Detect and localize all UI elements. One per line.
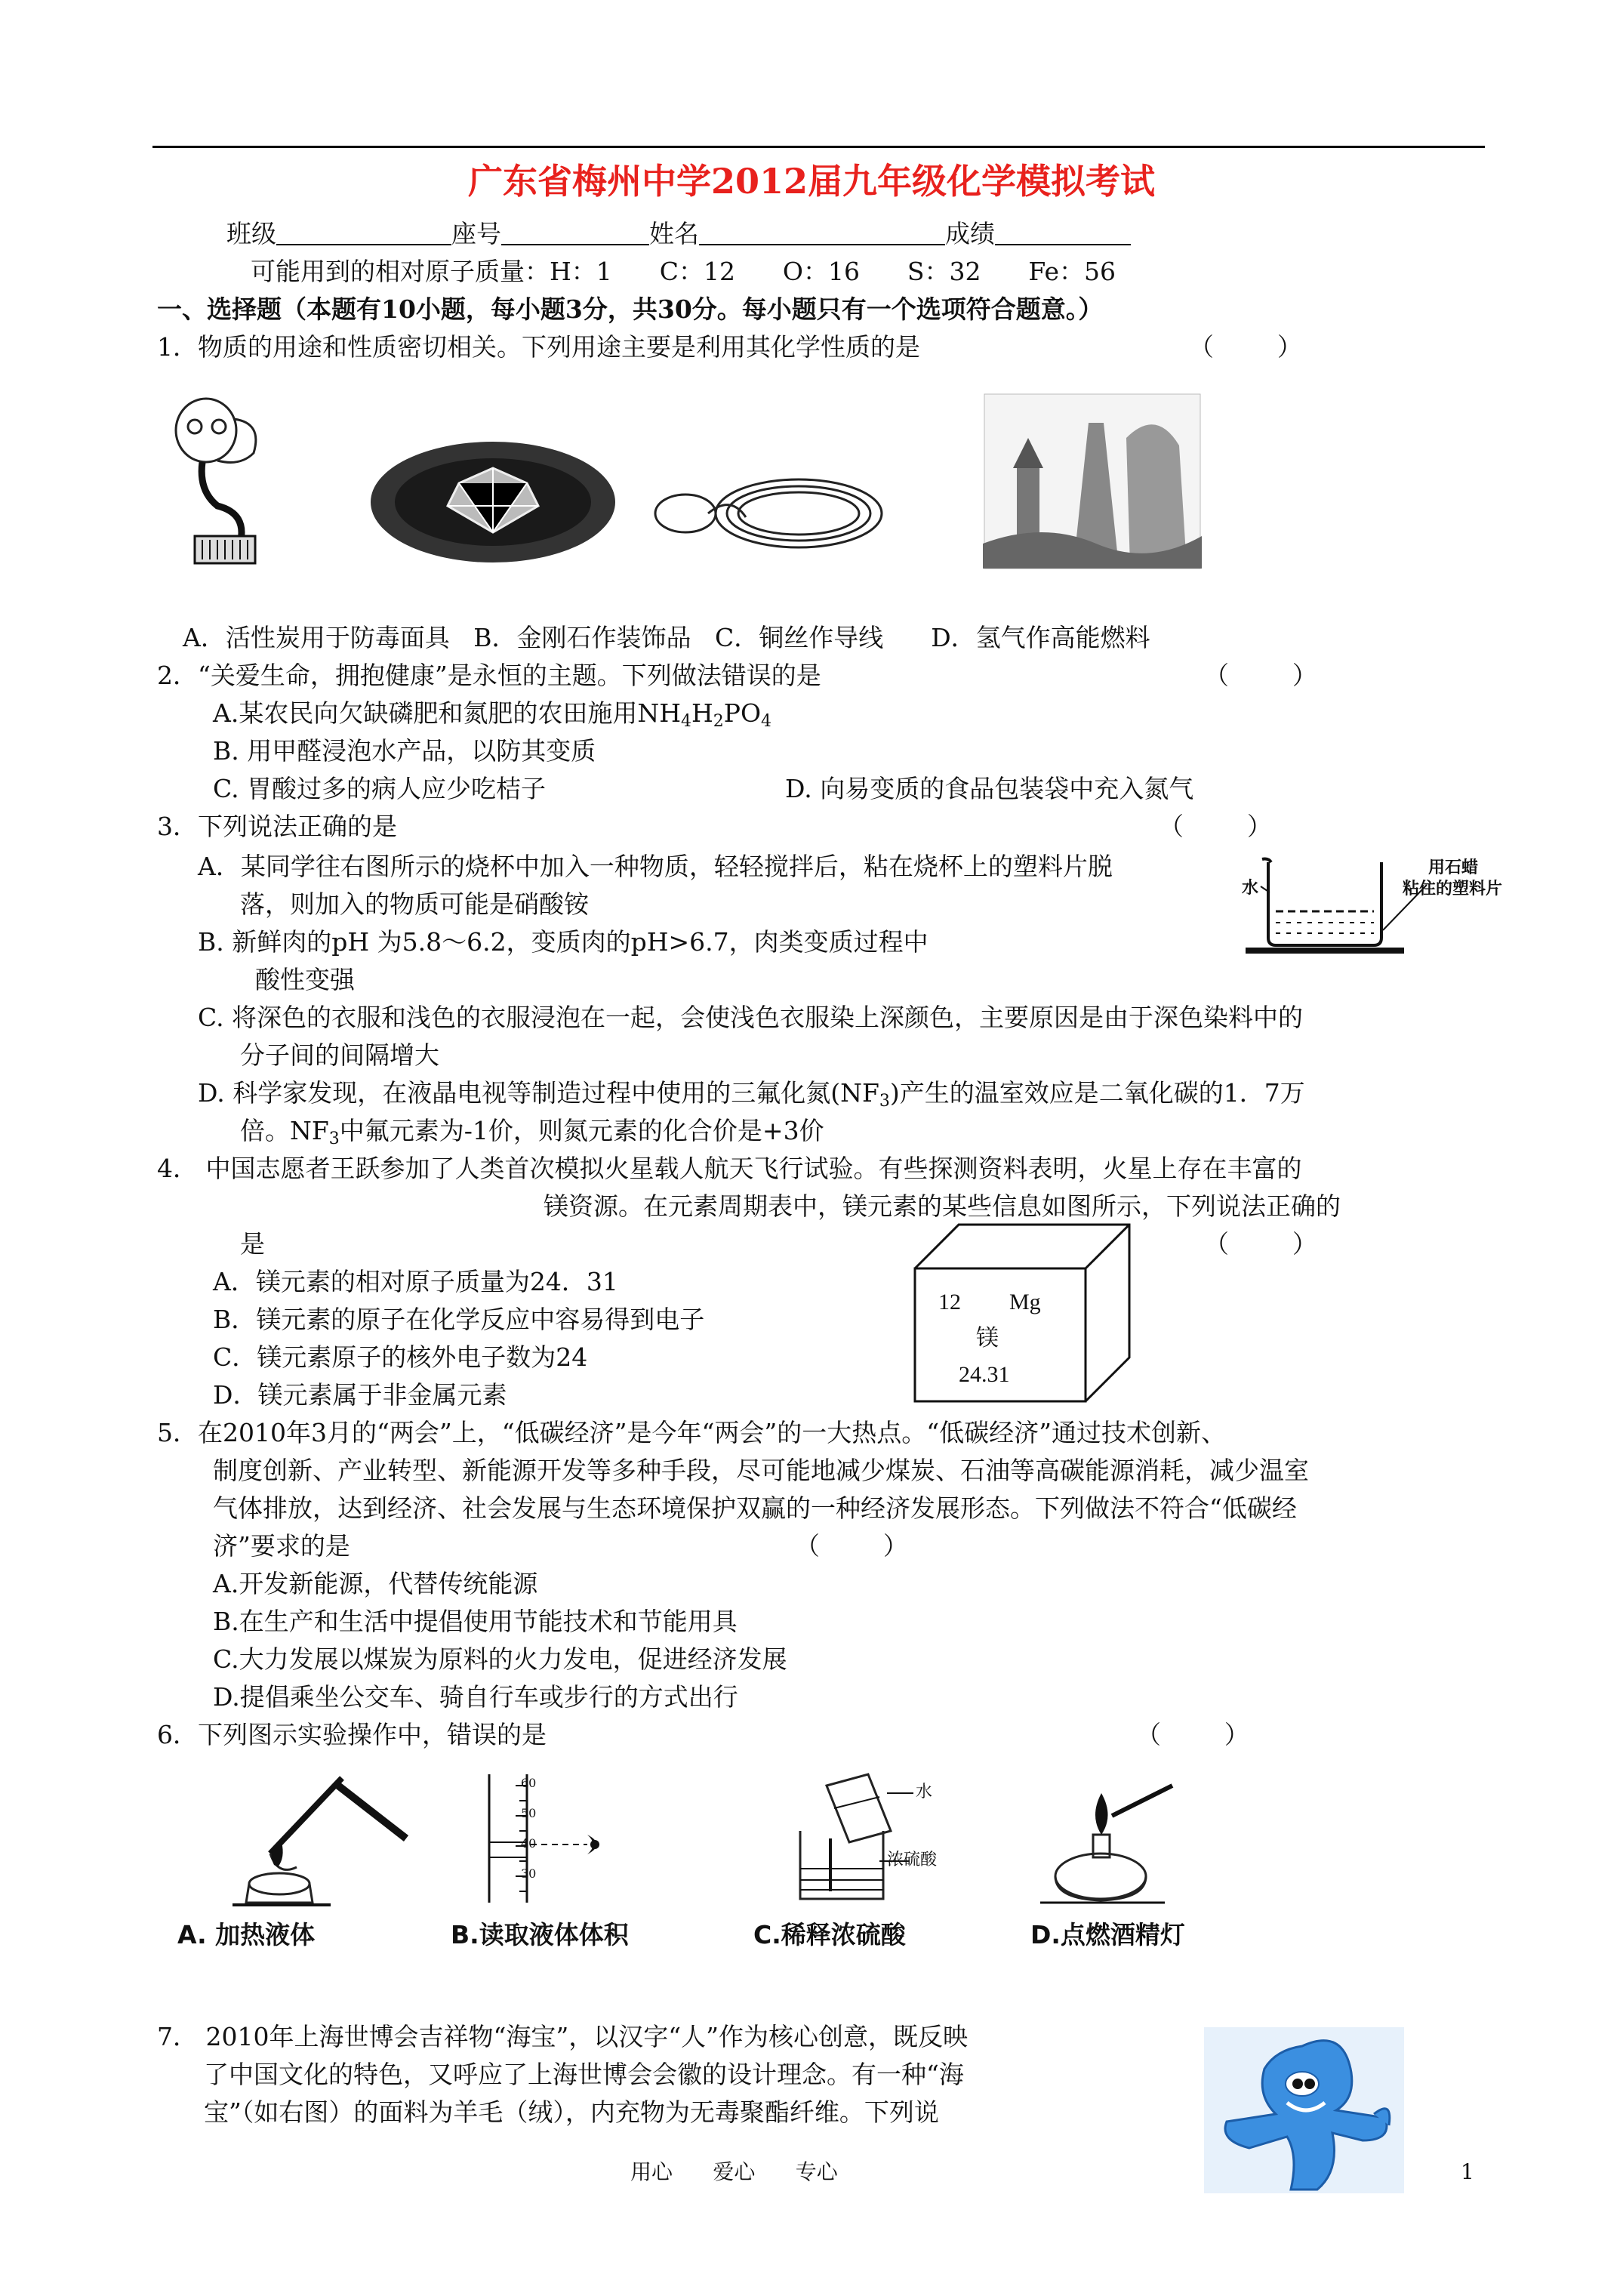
q4-option-d: D．镁元素属于非金属元素: [213, 1380, 507, 1410]
name-blank[interactable]: [699, 218, 945, 245]
q5-option-c: C.大力发展以煤炭为原料的火力发电，促进经济发展: [213, 1644, 787, 1674]
c-label-water: 水: [916, 1783, 933, 1801]
q6-caption-c: C.稀释浓硫酸: [753, 1920, 906, 1949]
score-blank[interactable]: [995, 218, 1131, 245]
page-number: 1: [1461, 2159, 1474, 2184]
q6-caption-d: D.点燃酒精灯: [1030, 1920, 1185, 1949]
scale-label-60: 60: [521, 1776, 537, 1790]
q4-stem-line2: 镁资源。在元素周期表中，镁元素的某些信息如图所示，下列说法正确的: [544, 1191, 1341, 1221]
q6-stem: 6．下列图示实验操作中，错误的是: [157, 1720, 547, 1749]
q4-stem-line1: 4． 中国志愿者王跃参加了人类首次模拟火星载人航天飞行试验。有些探测资料表明，火星上存在丰富的: [157, 1154, 1302, 1183]
q3-option-a-line1: A．某同学往右图所示的烧杯中加入一种物质，轻轻搅拌后，粘在烧杯上的塑料片脱: [198, 852, 1113, 881]
c-label-acid: 浓硫酸: [887, 1851, 938, 1869]
q5-answer-paren[interactable]: （ ）: [795, 1531, 908, 1561]
q1-stem: 1．物质的用途和性质密切相关。下列用途主要是利用其化学性质的是: [157, 332, 920, 362]
score-label: 成绩: [945, 219, 995, 248]
beaker-label-line2: 粘住的塑料片: [1403, 879, 1503, 898]
gas-mask-image: [165, 393, 270, 566]
q6-answer-paren[interactable]: （ ）: [1136, 1720, 1249, 1749]
seat-label: 座号: [451, 219, 501, 248]
q4-answer-paren[interactable]: （ ）: [1204, 1229, 1317, 1259]
name-label: 姓名: [649, 219, 699, 248]
q3-option-b-line2: 酸性变强: [255, 965, 355, 994]
q4-option-a: A．镁元素的相对原子质量为24．31: [213, 1267, 618, 1296]
q5-option-a: A.开发新能源，代替传统能源: [213, 1569, 538, 1598]
q2-option-d: D. 向易变质的食品包装袋中充入氮气: [785, 774, 1194, 803]
q5-stem-line3: 气体排放，达到经济、社会发展与生态环境保护双赢的一种经济发展形态。下列做法不符合“低碳经: [213, 1493, 1297, 1523]
q5-stem-line4: 济”要求的是: [213, 1531, 350, 1561]
haibao-mascot-image: [1204, 2027, 1404, 2193]
copper-wire-image: [640, 472, 889, 555]
scale-label-30: 30: [521, 1866, 537, 1881]
q5-stem-line2: 制度创新、产业转型、新能源开发等多种手段，尽可能地减少煤炭、石油等高碳能源消耗，减少温室: [213, 1456, 1309, 1485]
q3-option-d-line1: D. 科学家发现，在液晶电视等制造过程中使用的三氟化氮$(NF_3)$产生的温室效应是二氧化碳的1．7万: [198, 1078, 1305, 1111]
read-volume-figure: [474, 1771, 670, 1906]
q4-option-b: B．镁元素的原子在化学反应中容易得到电子: [213, 1305, 705, 1334]
q3-option-c-line1: C. 将深色的衣服和浅色的衣服浸泡在一起，会使浅色衣服染上深颜色，主要原因是由于深色染料中的: [198, 1003, 1304, 1032]
exam-title: 广东省梅州中学2012届九年级化学模拟考试: [467, 161, 1156, 202]
tile-element-name: 镁: [976, 1325, 999, 1351]
student-info-line: [226, 215, 1131, 253]
hydrogen-fuel-image: [983, 393, 1202, 570]
dilute-acid-figure: [755, 1771, 981, 1906]
tile-symbol: Mg: [1009, 1290, 1041, 1314]
q2-option-c: C. 胃酸过多的病人应少吃桔子: [213, 774, 547, 803]
q7-stem-line1: 7． 2010年上海世博会吉祥物“海宝”，以汉字“人”作为核心创意，既反映: [157, 2022, 968, 2051]
q2-option-b: B. 用甲醛浸泡水产品，以防其变质: [213, 736, 596, 766]
q7-stem-line2: 了中国文化的特色，又呼应了上海世博会会徽的设计理念。有一种“海: [204, 2060, 964, 2089]
heating-liquid-figure: [225, 1771, 414, 1906]
tile-atomic-mass: 24.31: [959, 1362, 1010, 1387]
scale-label-40: 40: [521, 1836, 537, 1851]
q4-stem-line3: 是: [240, 1229, 265, 1259]
q1-options: A．活性炭用于防毒面具 B．金刚石作装饰品 C．铜丝作导线 D．氢气作高能燃料: [183, 623, 1150, 652]
class-label: 班级: [226, 219, 276, 248]
q3-option-c-line2: 分子间的间隔增大: [240, 1040, 439, 1070]
q3-option-a-line2: 落，则加入的物质可能是硝酸铵: [240, 889, 589, 919]
scale-label-50: 50: [521, 1806, 537, 1820]
q3-option-d-line2: 倍。$NF_3$中氟元素为-1价，则氮元素的化合价是+3价: [240, 1116, 824, 1148]
q1-answer-paren[interactable]: （ ）: [1189, 332, 1302, 362]
q5-stem-line1: 5．在2010年3月的“两会”上，“低碳经济”是今年“两会”的一大热点。“低碳经济”通过技术创新、: [157, 1418, 1226, 1447]
beaker-label-line1: 用石蜡: [1428, 858, 1479, 877]
q2-stem: 2．“关爱生命，拥抱健康”是永恒的主题。下列做法错误的是: [157, 661, 821, 690]
seat-blank[interactable]: [501, 218, 649, 245]
q4-option-c: C．镁元素原子的核外电子数为24: [213, 1342, 588, 1372]
q6-caption-a: A. 加热液体: [177, 1920, 316, 1949]
section-heading: 一、选择题（本题有10小题，每小题3分，共30分。每小题只有一个选项符合题意。）: [157, 294, 1104, 324]
footer-motto: 用心 爱心 专心: [630, 2159, 838, 2184]
atomic-masses: 可能用到的相对原子质量：H：1 C：12 O：16 S：32 Fe：56: [251, 257, 1116, 286]
q3-option-b-line1: B. 新鲜肉的pH 为5.8～6.2，变质肉的pH>6.7，肉类变质过程中: [198, 927, 929, 957]
header-rule: [152, 146, 1485, 148]
q2-answer-paren[interactable]: （ ）: [1204, 661, 1317, 690]
q3-answer-paren[interactable]: （ ）: [1159, 812, 1272, 841]
beaker-water-label: 水: [1242, 878, 1259, 898]
diamond-ornament-image: [368, 438, 617, 566]
q3-stem: 3．下列说法正确的是: [157, 812, 397, 841]
q2-option-a: A.某农民向欠缺磷肥和氮肥的农田施用$NH_4H_2PO_4$: [213, 698, 772, 731]
tile-atomic-number: 12: [938, 1290, 961, 1314]
class-blank[interactable]: [276, 218, 451, 245]
q7-stem-line3: 宝”（如右图）的面料为羊毛（绒），内充物为无毒聚酯纤维。下列说: [204, 2097, 939, 2127]
q5-option-b: B.在生产和生活中提倡使用节能技术和节能用具: [213, 1607, 738, 1636]
q6-caption-b: B.读取液体体积: [451, 1920, 629, 1949]
q5-option-d: D.提倡乘坐公交车、骑自行车或步行的方式出行: [213, 1682, 738, 1712]
light-lamp-figure: [1040, 1771, 1199, 1906]
